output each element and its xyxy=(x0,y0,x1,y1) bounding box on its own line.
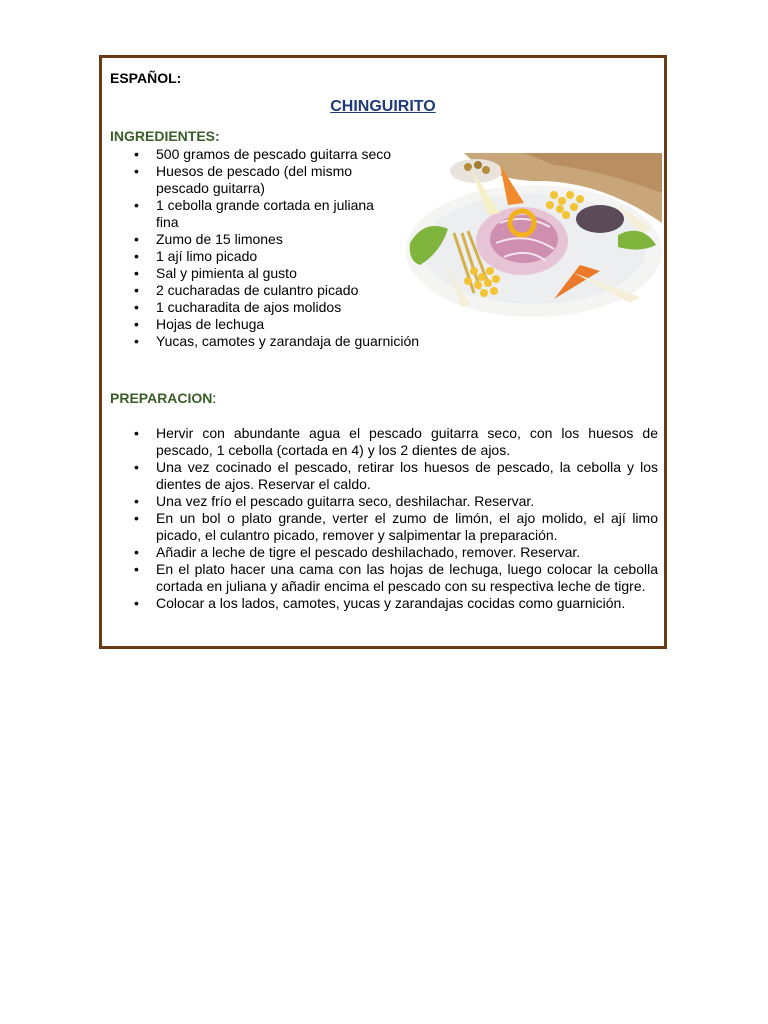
language-label: ESPAÑOL: xyxy=(110,70,182,86)
recipe-title: CHINGUIRITO xyxy=(330,98,436,115)
list-item: • 1 cucharadita de ajos molidos xyxy=(110,299,396,316)
list-item: • En el plato hacer una cama con las hojas de lechuga, luego colocar la cebolla cortada en juliana y añadir encima el pescado con su respectiva leche de tigre. xyxy=(110,561,658,595)
list-item: • Una vez frío el pescado guitarra seco, deshilachar. Reservar. xyxy=(110,493,658,510)
list-item: • Sal y pimienta al gusto xyxy=(110,265,396,282)
list-item: • 500 gramos de pescado guitarra seco xyxy=(110,146,396,163)
list-item: • Añadir a leche de tigre el pescado deshilachado, remover. Reservar. xyxy=(110,544,658,561)
list-item: • 1 cebolla grande cortada en juliana fina xyxy=(110,197,396,231)
list-item: • Una vez cocinado el pescado, retirar los huesos de pescado, la cebolla y los dientes de ajos. Reservar el caldo. xyxy=(110,459,658,493)
list-item: • 1 ají limo picado xyxy=(110,248,396,265)
list-item: • Hojas de lechuga xyxy=(110,316,396,333)
preparation-heading-text: PREPARACION xyxy=(110,390,213,406)
list-item: • Huesos de pescado (del mismo pescado guitarra) xyxy=(110,163,396,197)
recipe-card xyxy=(99,55,667,649)
preparation-heading xyxy=(110,390,216,406)
list-item: • Hervir con abundante agua el pescado guitarra seco, con los huesos de pescado, 1 cebolla (cortada en 4) y los 2 dientes de ajos. xyxy=(110,425,658,459)
preparation-steps xyxy=(110,425,658,612)
list-item: • Colocar a los lados, camotes, yucas y zarandajas cocidas como guarnición. xyxy=(110,595,658,612)
list-item: • Zumo de 15 limones xyxy=(110,231,396,248)
dish-photo xyxy=(404,153,662,321)
preparation-heading-colon: : xyxy=(212,390,217,406)
list-item: • Yucas, camotes y zarandaja de guarnición xyxy=(110,333,650,350)
list-item: • 2 cucharadas de culantro picado xyxy=(110,282,396,299)
list-item: • En un bol o plato grande, verter el zumo de limón, el ajo molido, el ají limo picado, el culantro picado, remover y salpimentar la preparación. xyxy=(110,510,658,544)
ingredients-heading: INGREDIENTES: xyxy=(110,128,220,144)
